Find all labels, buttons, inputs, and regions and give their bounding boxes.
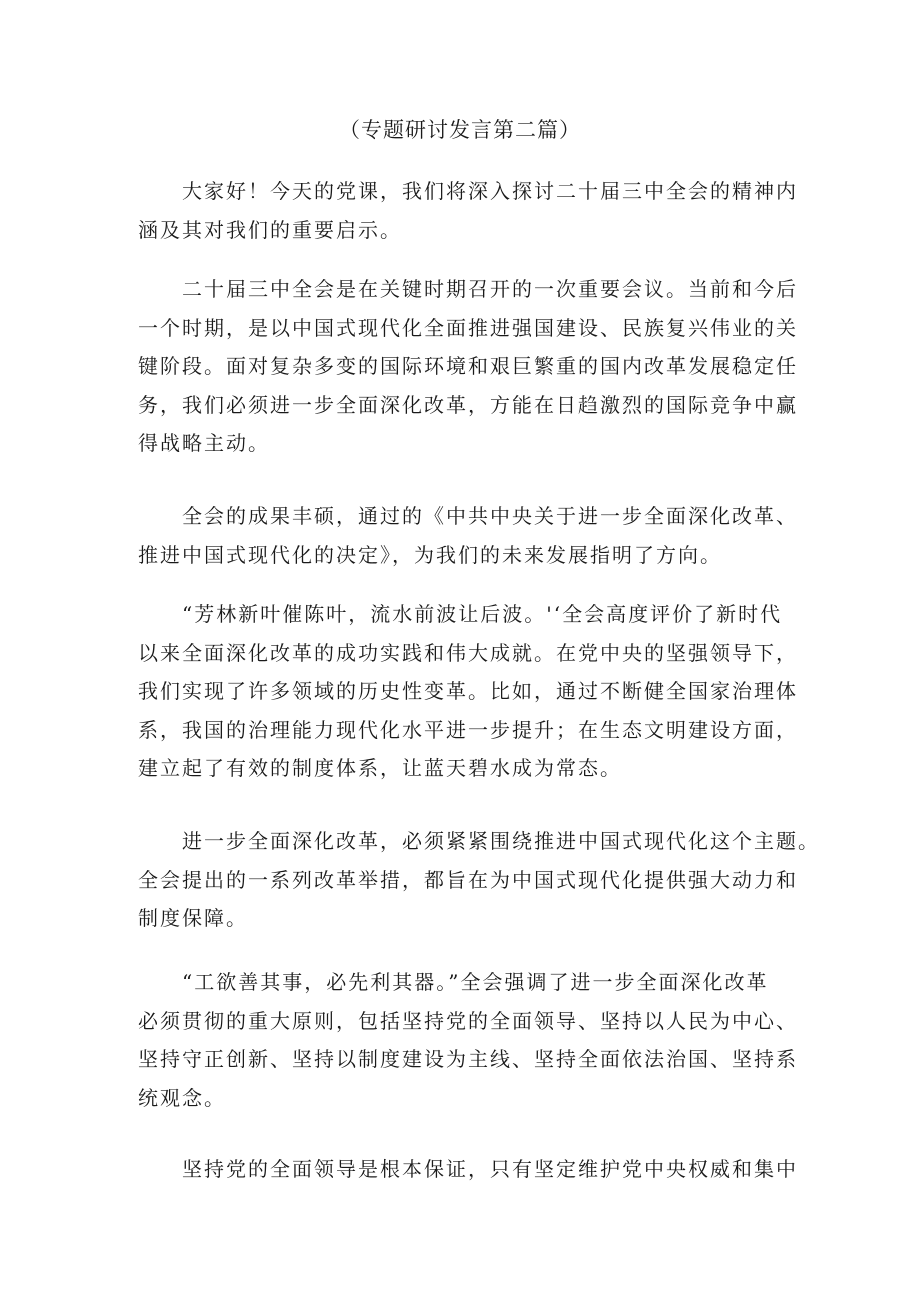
paragraph-line: 涵及其对我们的重要启示。 [138,217,402,242]
paragraph-line: 进一步全面深化改革，必须紧紧围绕推进中国式现代化这个主题。 [182,829,820,853]
paragraph-line: 坚持守正创新、坚持以制度建设为主线、坚持全面依法治国、坚持系 [138,1047,798,1071]
paragraph-line: 全会的成果丰硕，通过的《中共中央关于进一步全面深化改革、 [182,504,798,528]
paragraph-line: 坚持党的全面领导是根本保证，只有坚定维护党中央权威和集中 [182,1157,798,1181]
paragraph-line: “工欲善其事，必先利其器。”全会强调了进一步全面深化改革 [182,970,769,994]
paragraph-line: 我们实现了许多领域的历史性变革。比如，通过不断健全国家治理体 [138,679,798,703]
paragraph-line: 制度保障。 [138,906,248,930]
paragraph-outcomes [138,497,798,574]
paragraph-line: 建立起了有效的制度体系，让蓝天碧水成为常态。 [138,756,622,780]
paragraph-line: 键阶段。面对复杂多变的国际环境和艰巨繁重的国内改革发展稳定任 [138,354,798,378]
paragraph-line: 全会提出的一系列改革举措，都旨在为中国式现代化提供强大动力和 [138,867,798,892]
paragraph-line: 得战略主动。 [138,431,270,455]
document-title: （专题研讨发言第二篇） [339,118,581,142]
paragraph-achievements [138,595,798,788]
paragraph-greeting [138,172,798,249]
paragraph-line: 统观念。 [138,1085,226,1110]
paragraph-principles [138,963,798,1117]
paragraph-line: 系，我国的治理能力现代化水平进一步提升；在生态文明建设方面， [138,717,798,742]
paragraph-line: 必须贯彻的重大原则，包括坚持党的全面领导、坚持以人民为中心、 [138,1008,798,1033]
paragraph-line: 大家好！今天的党课，我们将深入探讨二十届三中全会的精神内 [182,179,798,203]
paragraph-line: 推进中国式现代化的决定》，为我们的未来发展指明了方向。 [138,542,722,567]
paragraph-line: 二十届三中全会是在关键时期召开的一次重要会议。当前和今后 [182,277,798,301]
paragraph-party-leadership [138,1150,798,1189]
paragraph-line: “芳林新叶催陈叶，流水前波让后波。'‘全会高度评价了新时代 [182,602,783,626]
paragraph-line: 一个时期，是以中国式现代化全面推进强国建设、民族复兴伟业的关 [138,315,798,340]
paragraph-line: 以来全面深化改革的成功实践和伟大成就。在党中央的坚强领导下， [138,640,798,665]
paragraph-plenum-intro [138,270,798,463]
paragraph-line: 务，我们必须进一步全面深化改革，方能在日趋激烈的国际竞争中赢 [138,392,798,417]
paragraph-theme [138,822,820,938]
